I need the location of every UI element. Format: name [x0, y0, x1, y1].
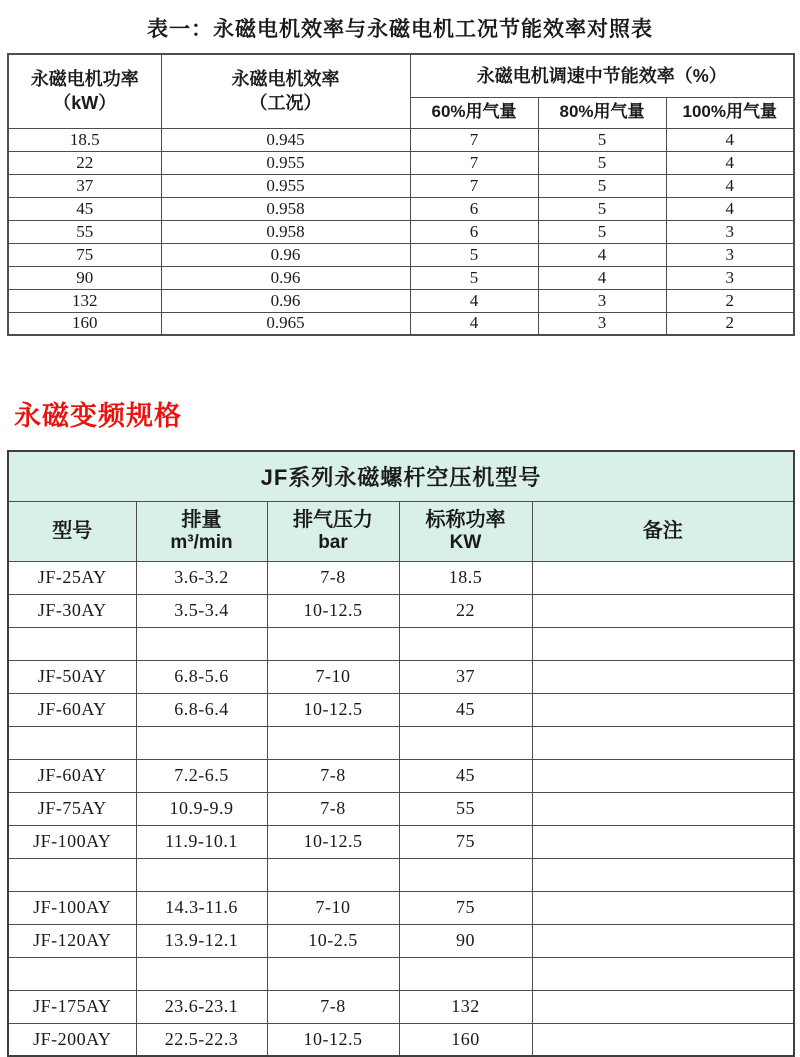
- table-cell: [532, 561, 794, 594]
- table-cell: [8, 858, 136, 891]
- compressor-model-table: [7, 450, 795, 1057]
- table-row: [8, 220, 794, 243]
- table-cell: 6.8-5.6: [136, 660, 267, 693]
- table2-title-row: [8, 451, 794, 501]
- table-cell: [267, 858, 399, 891]
- table2-col-displacement-unit: m³/min: [170, 531, 233, 553]
- table-cell: 75: [8, 243, 161, 266]
- table2-col-displacement-label: 排量: [181, 508, 222, 531]
- table-cell: 75: [399, 891, 532, 924]
- table-cell: 0.955: [161, 174, 410, 197]
- table2-col-rated-power-label: 标称功率: [425, 508, 506, 531]
- table-cell: 132: [8, 289, 161, 312]
- table-cell: JF-100AY: [8, 891, 136, 924]
- table-cell: 7-8: [267, 561, 399, 594]
- table-row: [8, 266, 794, 289]
- table-cell: 5: [410, 266, 538, 289]
- table1-subcol-100pct: 100%用气量: [666, 97, 794, 128]
- table1-col-power-line2: （kW）: [53, 93, 117, 114]
- table-cell: 0.958: [161, 197, 410, 220]
- table-row: [8, 151, 794, 174]
- table-row: [8, 174, 794, 197]
- section-heading: 永磁变频规格: [14, 401, 182, 431]
- table2-col-model: [8, 501, 136, 561]
- table-cell: 90: [8, 266, 161, 289]
- table-cell: 3.5-3.4: [136, 594, 267, 627]
- table-cell: 10-12.5: [267, 693, 399, 726]
- table-cell: 75: [399, 825, 532, 858]
- table-cell: [532, 693, 794, 726]
- table-cell: 4: [666, 128, 794, 151]
- table-cell: 160: [8, 312, 161, 335]
- table-cell: 4: [666, 151, 794, 174]
- table-row: [8, 660, 794, 693]
- table-cell: [136, 726, 267, 759]
- table-row: [8, 990, 794, 1023]
- table-cell: [8, 726, 136, 759]
- table-cell: 0.96: [161, 289, 410, 312]
- table-cell: 22: [399, 594, 532, 627]
- table-cell: 2: [666, 289, 794, 312]
- table-cell: 7-8: [267, 792, 399, 825]
- table-cell: [136, 858, 267, 891]
- table-cell: 7: [410, 174, 538, 197]
- table-cell: 22: [8, 151, 161, 174]
- table1-col-efficiency: [161, 54, 410, 128]
- table-cell: 10-12.5: [267, 1023, 399, 1056]
- table-cell: 18.5: [399, 561, 532, 594]
- table-cell: [532, 1023, 794, 1056]
- table-cell: 3: [538, 312, 666, 335]
- table-row: [8, 891, 794, 924]
- table-cell: 7-8: [267, 759, 399, 792]
- table-cell: 0.96: [161, 266, 410, 289]
- table-row: [8, 957, 794, 990]
- table-cell: [532, 759, 794, 792]
- table-cell: 37: [399, 660, 532, 693]
- table-cell: 6: [410, 220, 538, 243]
- table-cell: [532, 627, 794, 660]
- table-cell: 14.3-11.6: [136, 891, 267, 924]
- table-cell: [399, 627, 532, 660]
- table2-col-remarks-label: 备注: [642, 520, 683, 542]
- table-cell: JF-30AY: [8, 594, 136, 627]
- table-row: [8, 924, 794, 957]
- table-cell: 5: [538, 151, 666, 174]
- table1-col-group-saving: 永磁电机调速中节能效率（%）: [410, 54, 794, 97]
- table-cell: 4: [538, 243, 666, 266]
- table-row: [8, 825, 794, 858]
- table1-title: 表一：永磁电机效率与永磁电机工况节能效率对照表: [147, 18, 653, 41]
- table2-col-model-label: 型号: [52, 520, 93, 542]
- table-cell: [532, 990, 794, 1023]
- table-cell: JF-200AY: [8, 1023, 136, 1056]
- table-cell: JF-75AY: [8, 792, 136, 825]
- table2-col-pressure-label: 排气压力: [293, 508, 373, 531]
- table-cell: 7: [410, 128, 538, 151]
- table-cell: 55: [399, 792, 532, 825]
- table-row: [8, 243, 794, 266]
- table-cell: 4: [666, 197, 794, 220]
- table-cell: [532, 594, 794, 627]
- table2-header-row: [8, 501, 794, 561]
- table-cell: JF-60AY: [8, 759, 136, 792]
- table2-col-rated-power: [399, 501, 532, 561]
- table-cell: 3: [538, 289, 666, 312]
- table-cell: [399, 726, 532, 759]
- table2-col-displacement: [136, 501, 267, 561]
- table2-col-pressure: [267, 501, 399, 561]
- table2-title: JF系列永磁螺杆空压机型号: [8, 451, 794, 501]
- table2-col-remarks: [532, 501, 794, 561]
- table-cell: 3.6-3.2: [136, 561, 267, 594]
- table-cell: 4: [410, 312, 538, 335]
- table-cell: [532, 792, 794, 825]
- table-cell: [267, 726, 399, 759]
- table-cell: 45: [399, 693, 532, 726]
- table-cell: 45: [8, 197, 161, 220]
- table-cell: JF-25AY: [8, 561, 136, 594]
- table-cell: [399, 858, 532, 891]
- table-cell: 5: [538, 128, 666, 151]
- table-cell: 2: [666, 312, 794, 335]
- table-cell: 10-12.5: [267, 825, 399, 858]
- table-cell: 0.945: [161, 128, 410, 151]
- table-cell: 22.5-22.3: [136, 1023, 267, 1056]
- table-cell: [532, 957, 794, 990]
- table-cell: 6: [410, 197, 538, 220]
- table1-subcol-80pct: 80%用气量: [538, 97, 666, 128]
- table-row: [8, 627, 794, 660]
- table-cell: 0.965: [161, 312, 410, 335]
- table-cell: JF-175AY: [8, 990, 136, 1023]
- table-cell: [399, 957, 532, 990]
- table-cell: [8, 957, 136, 990]
- table-cell: 4: [666, 174, 794, 197]
- table1-col-power-line1: 永磁电机功率: [30, 68, 139, 89]
- table-cell: 7-10: [267, 891, 399, 924]
- table-cell: 7: [410, 151, 538, 174]
- table1-subcol-60pct: 60%用气量: [410, 97, 538, 128]
- table-cell: [136, 957, 267, 990]
- table-cell: 3: [666, 243, 794, 266]
- table-cell: 5: [538, 174, 666, 197]
- table-cell: JF-100AY: [8, 825, 136, 858]
- table-row: [8, 594, 794, 627]
- table-cell: 3: [666, 266, 794, 289]
- table-row: [8, 561, 794, 594]
- table-cell: 132: [399, 990, 532, 1023]
- table-cell: 45: [399, 759, 532, 792]
- table-cell: [267, 627, 399, 660]
- table-cell: JF-120AY: [8, 924, 136, 957]
- table-row: [8, 1023, 794, 1056]
- table-row: [8, 693, 794, 726]
- table-cell: [267, 957, 399, 990]
- table1-header-row-1: [8, 54, 794, 97]
- table-cell: 90: [399, 924, 532, 957]
- table1-col-power: [8, 54, 161, 128]
- table-cell: 0.955: [161, 151, 410, 174]
- table-row: [8, 858, 794, 891]
- table-cell: 7-8: [267, 990, 399, 1023]
- table-cell: 4: [410, 289, 538, 312]
- table-cell: 37: [8, 174, 161, 197]
- table-row: [8, 726, 794, 759]
- table-cell: [532, 726, 794, 759]
- table-cell: 55: [8, 220, 161, 243]
- table-row: [8, 128, 794, 151]
- table-cell: [136, 627, 267, 660]
- table-cell: 160: [399, 1023, 532, 1056]
- table1-col-efficiency-line2: （工况）: [249, 93, 322, 114]
- table-row: [8, 759, 794, 792]
- table2-body: [8, 561, 794, 1056]
- table-cell: 10.9-9.9: [136, 792, 267, 825]
- table-row: [8, 312, 794, 335]
- table-cell: 7.2-6.5: [136, 759, 267, 792]
- table-cell: JF-50AY: [8, 660, 136, 693]
- table1-body: [8, 128, 794, 335]
- table-cell: [532, 924, 794, 957]
- table-cell: 11.9-10.1: [136, 825, 267, 858]
- table-cell: 4: [538, 266, 666, 289]
- table-cell: 5: [410, 243, 538, 266]
- table-cell: 7-10: [267, 660, 399, 693]
- table2-col-pressure-unit: bar: [318, 531, 348, 553]
- table-cell: 0.96: [161, 243, 410, 266]
- table-cell: [532, 891, 794, 924]
- table-cell: [532, 660, 794, 693]
- table-cell: 10-12.5: [267, 594, 399, 627]
- table-cell: 0.958: [161, 220, 410, 243]
- table-cell: 3: [666, 220, 794, 243]
- table-row: [8, 289, 794, 312]
- table-cell: JF-60AY: [8, 693, 136, 726]
- table1-col-efficiency-line1: 永磁电机效率: [231, 68, 340, 89]
- table-cell: 10-2.5: [267, 924, 399, 957]
- table2-col-rated-power-unit: KW: [449, 531, 482, 553]
- table-row: [8, 197, 794, 220]
- table-cell: [532, 858, 794, 891]
- table-cell: 23.6-23.1: [136, 990, 267, 1023]
- table-cell: 6.8-6.4: [136, 693, 267, 726]
- motor-efficiency-table: [7, 53, 795, 336]
- table-cell: 18.5: [8, 128, 161, 151]
- table-cell: [8, 627, 136, 660]
- table-cell: 13.9-12.1: [136, 924, 267, 957]
- table-cell: 5: [538, 220, 666, 243]
- table-cell: 5: [538, 197, 666, 220]
- table-cell: [532, 825, 794, 858]
- table-row: [8, 792, 794, 825]
